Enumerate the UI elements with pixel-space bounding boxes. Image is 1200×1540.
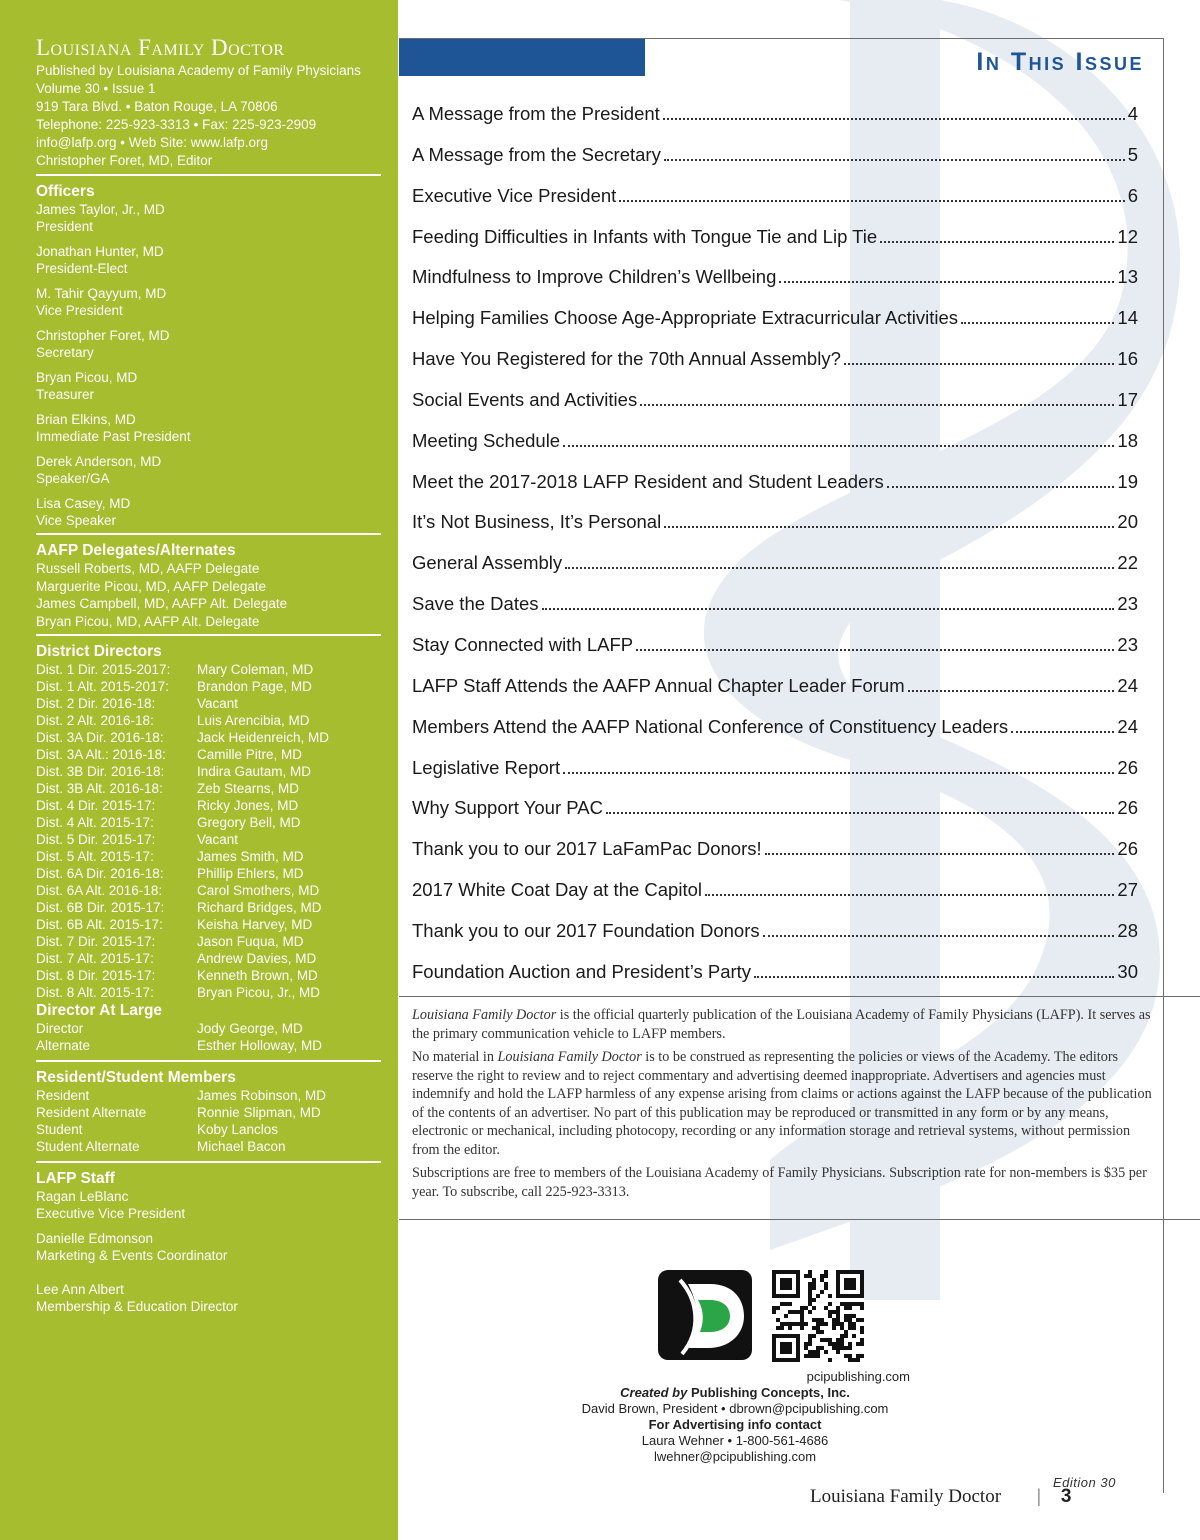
toc-entry-page: 18: [1117, 429, 1138, 451]
toc-entry-page: 12: [1117, 225, 1138, 247]
post-label: Student: [36, 1122, 83, 1137]
person-name: Gregory Bell, MD: [197, 815, 301, 830]
toc-entry-page: 26: [1117, 756, 1138, 778]
masthead-line: Christopher Foret, MD, Editor: [36, 153, 213, 168]
delegate-item: Bryan Picou, MD, AAFP Alt. Delegate: [36, 613, 260, 629]
toc-entry-page: 28: [1117, 919, 1138, 941]
officer-name: Lisa Casey, MD: [36, 496, 131, 511]
toc-dot-leader: [754, 975, 1114, 978]
divider: [36, 1161, 381, 1163]
officer-entry: [36, 201, 381, 235]
header-color-bar: [399, 38, 645, 76]
toc-dot-leader: [636, 648, 1114, 651]
pci-logo-icon: [658, 1270, 752, 1360]
person-name: Jack Heidenreich, MD: [197, 730, 330, 745]
staff-role: Executive Vice President: [36, 1206, 186, 1221]
post-label: Dist. 3B Dir. 2016-18:: [36, 764, 165, 779]
person-name: Zeb Stearns, MD: [197, 781, 300, 796]
toc-entry[interactable]: [412, 471, 1138, 512]
toc-entry[interactable]: [412, 920, 1138, 961]
toc-entry-page: 22: [1117, 552, 1138, 574]
post-label: Dist. 8 Alt. 2015-17:: [36, 985, 154, 1000]
toc-entry[interactable]: [412, 226, 1138, 267]
officer-name: Brian Elkins, MD: [36, 412, 136, 427]
divider: [36, 1060, 381, 1062]
person-name: James Smith, MD: [197, 849, 304, 864]
person-name: James Robinson, MD: [197, 1088, 327, 1103]
delegate-item: James Campbell, MD, AAFP Alt. Delegate: [36, 596, 288, 611]
toc-entry-title: Executive Vice President: [412, 184, 617, 206]
district-director-row: [36, 678, 381, 695]
district-director-row: [36, 916, 381, 933]
officer-role: Vice President: [36, 303, 123, 318]
post-label: Dist. 2 Alt. 2016-18:: [36, 713, 154, 728]
divider: [36, 174, 381, 176]
toc-dot-leader: [663, 117, 1125, 120]
officer-entry: [36, 453, 381, 487]
toc-entry-page: 30: [1117, 960, 1138, 982]
officer-entry: [36, 411, 381, 445]
toc-entry[interactable]: [412, 185, 1138, 226]
toc-entry[interactable]: [412, 797, 1138, 838]
officer-name: Jonathan Hunter, MD: [36, 244, 164, 259]
director-at-large-heading: Director At Large: [36, 1002, 163, 1019]
person-name: Richard Bridges, MD: [197, 900, 322, 915]
resident-row: [36, 1121, 381, 1138]
officer-name: M. Tahir Qayyum, MD: [36, 286, 167, 301]
post-label: Dist. 6B Dir. 2015-17:: [36, 900, 165, 915]
toc-dot-leader: [763, 934, 1115, 937]
masthead-line: info@lafp.org • Web Site: www.lafp.org: [36, 135, 269, 150]
person-name: Michael Bacon: [197, 1139, 286, 1154]
disclaimer-text: is to be construed as representing the policies or views of the Academy. The editors reserve the right to review and to reject commentary and advertising deemed inappropriate. Advertisers and agencies must indemnify and hold the LAFP harmless of any expense arising from claims or actions against the LAFP because of the publication of the contents of an advertiser. No part of this publication may be reproduced or transmitted in any form or by any means, electronic or mechanical, including photocopy, recording or any information storage and retrieval systems, without permission from the editor.: [412, 1049, 1152, 1158]
toc-entry-title: Meeting Schedule: [412, 429, 561, 451]
toc-entry-title: Save the Dates: [412, 593, 539, 615]
person-name: Esther Holloway, MD: [197, 1038, 323, 1053]
resident-student-heading: Resident/Student Members: [36, 1069, 236, 1086]
toc-entry[interactable]: [412, 675, 1138, 716]
delegates-heading: AAFP Delegates/Alternates: [36, 542, 236, 559]
header-rule: [399, 38, 1164, 39]
officer-role: Secretary: [36, 345, 94, 360]
officer-role: President-Elect: [36, 261, 128, 276]
publisher-website: pcipublishing.com: [806, 1369, 910, 1384]
toc-dot-leader: [961, 321, 1114, 324]
president-line: David Brown, President • dbrown@pcipublishing.com: [581, 1401, 889, 1416]
district-director-row: [36, 865, 381, 882]
magazine-title: Louisiana Family Doctor: [36, 35, 285, 60]
officer-role: Treasurer: [36, 387, 95, 402]
resident-row: [36, 1138, 381, 1155]
toc-entry-page: 27: [1117, 879, 1138, 901]
district-director-row: [36, 780, 381, 797]
staff-name: Danielle Edmonson: [36, 1231, 154, 1246]
officer-name: Derek Anderson, MD: [36, 454, 162, 469]
footer-title: Louisiana Family Doctor: [810, 1486, 1002, 1507]
district-director-row: [36, 729, 381, 746]
officer-entry: [36, 243, 381, 277]
toc-dot-leader: [542, 607, 1115, 610]
district-director-row: [36, 967, 381, 984]
toc-entry-page: 26: [1117, 838, 1138, 860]
post-label: Director: [36, 1021, 84, 1036]
toc-dot-leader: [779, 280, 1114, 283]
person-name: Bryan Picou, Jr., MD: [197, 985, 321, 1000]
qr-code-icon: [772, 1270, 864, 1362]
district-director-row: [36, 848, 381, 865]
person-name: Mary Coleman, MD: [197, 662, 314, 677]
person-name: Luis Arencibia, MD: [197, 713, 310, 728]
toc-entry[interactable]: [412, 879, 1138, 920]
person-name: Ricky Jones, MD: [197, 798, 299, 813]
masthead-line: Published by Louisiana Academy of Family Physicians: [36, 63, 361, 78]
toc-entry-page: 17: [1117, 388, 1138, 410]
toc-entry[interactable]: [412, 307, 1138, 348]
person-name: Jody George, MD: [197, 1021, 303, 1036]
publisher-info: [560, 1369, 910, 1465]
toc-entry-page: 16: [1117, 348, 1138, 370]
toc-entry-title: Thank you to our 2017 LaFamPac Donors!: [412, 838, 762, 860]
person-name: Keisha Harvey, MD: [197, 917, 313, 932]
toc-entry[interactable]: [412, 389, 1138, 430]
created-by-line: [560, 1385, 910, 1401]
toc-entry-page: 20: [1117, 511, 1138, 533]
district-director-row: [36, 882, 381, 899]
toc-entry-page: 4: [1127, 103, 1138, 124]
publication-disclaimer: [412, 1006, 1152, 1206]
toc-dot-leader: [844, 362, 1115, 365]
footer-separator: |: [1037, 1486, 1041, 1507]
officer-name: Christopher Foret, MD: [36, 328, 170, 343]
person-name: Jason Fuqua, MD: [197, 934, 304, 949]
page-footer: [810, 1486, 1071, 1508]
toc-entry-page: 13: [1117, 266, 1138, 288]
officer-name: James Taylor, Jr., MD: [36, 202, 165, 217]
staff-entry: [36, 1230, 381, 1264]
staff-heading: LAFP Staff: [36, 1170, 115, 1187]
toc-entry[interactable]: [412, 348, 1138, 389]
toc-dot-leader: [887, 485, 1115, 488]
person-name: Kenneth Brown, MD: [197, 968, 318, 983]
toc-dot-leader: [908, 689, 1115, 692]
officer-role: Immediate Past President: [36, 429, 191, 444]
sidebar: [0, 0, 398, 1540]
toc-dot-leader: [619, 199, 1124, 202]
disclaimer-paragraph: [412, 1006, 1152, 1043]
toc-entry[interactable]: [412, 716, 1138, 757]
officer-role: President: [36, 219, 94, 234]
staff-name: Lee Ann Albert: [36, 1282, 124, 1297]
resident-row: [36, 1087, 381, 1104]
person-name: Vacant: [197, 696, 239, 711]
publication-name: Louisiana Family Doctor: [412, 1007, 557, 1023]
post-label: Dist. 6B Alt. 2015-17:: [36, 917, 163, 932]
person-name: Indira Gautam, MD: [197, 764, 312, 779]
toc-entry[interactable]: [412, 552, 1138, 593]
toc-entry[interactable]: [412, 593, 1138, 634]
toc-entry[interactable]: [412, 634, 1138, 675]
district-director-row: [36, 695, 381, 712]
toc-entry-title: Stay Connected with LAFP: [412, 633, 634, 655]
officer-entry: [36, 285, 381, 319]
toc-entry-title: Have You Registered for the 70th Annual Assembly?: [412, 348, 841, 370]
toc-entry-title: Legislative Report: [412, 756, 561, 778]
toc-entry-title: Meet the 2017-2018 LAFP Resident and Student Leaders: [412, 470, 884, 492]
district-director-row: [36, 831, 381, 848]
page-number: 3: [1060, 1486, 1072, 1507]
post-label: Resident Alternate: [36, 1105, 147, 1120]
person-name: Brandon Page, MD: [197, 679, 312, 694]
disclaimer-text: is the official quarterly publication of the Louisiana Academy of Family Physicians (LAFP). It serves as the primary communication vehicle to LAFP members.: [412, 1007, 1151, 1042]
divider: [399, 1219, 1200, 1220]
toc-entry-title: Helping Families Choose Age-Appropriate Extracurricular Activities: [412, 307, 958, 329]
post-label: Dist. 6A Alt. 2016-18:: [36, 883, 163, 898]
toc-dot-leader: [606, 811, 1114, 814]
officer-role: Speaker/GA: [36, 471, 110, 486]
toc-entry[interactable]: [412, 838, 1138, 879]
district-director-row: [36, 712, 381, 729]
toc-dot-leader: [563, 444, 1114, 447]
post-label: Resident: [36, 1088, 90, 1103]
toc-entry-page: 23: [1117, 593, 1138, 615]
toc-entry-title: Mindfulness to Improve Children’s Wellbeing: [412, 266, 777, 288]
toc-dot-leader: [640, 403, 1114, 406]
post-label: Alternate: [36, 1038, 91, 1053]
delegate-item: Marguerite Picou, MD, AAFP Delegate: [36, 578, 267, 594]
divider: [399, 996, 1200, 997]
post-label: Dist. 3A Alt.: 2016-18:: [36, 747, 166, 762]
post-label: Dist. 7 Dir. 2015-17:: [36, 934, 156, 949]
post-label: Dist. 2 Dir. 2016-18:: [36, 696, 156, 711]
person-name: Ronnie Slipman, MD: [197, 1105, 321, 1120]
toc-dot-leader: [565, 566, 1114, 569]
toc-dot-leader: [880, 240, 1114, 243]
post-label: Dist. 4 Alt. 2015-17:: [36, 815, 154, 830]
toc-dot-leader: [664, 158, 1125, 161]
toc-entry-title: Thank you to our 2017 Foundation Donors: [412, 919, 760, 941]
toc-entry-title: Why Support Your PAC: [412, 797, 603, 819]
toc-entry[interactable]: [412, 430, 1138, 471]
delegate-item: Russell Roberts, MD, AAFP Delegate: [36, 561, 260, 576]
officer-name: Bryan Picou, MD: [36, 370, 138, 385]
masthead-line: Volume 30 • Issue 1: [36, 81, 156, 96]
officer-entry: [36, 369, 381, 403]
resident-row: [36, 1104, 381, 1121]
toc-entry-page: 24: [1117, 715, 1138, 737]
district-director-row: [36, 984, 381, 1001]
district-director-row: [36, 933, 381, 950]
toc-entry-page: 23: [1117, 633, 1138, 655]
in-this-issue-heading: In This Issue: [976, 48, 1144, 76]
toc-entry-page: 24: [1117, 674, 1138, 696]
toc-entry-title: A Message from the Secretary: [412, 143, 661, 165]
officer-entry: [36, 327, 381, 361]
district-director-row: [36, 797, 381, 814]
staff-entry: [36, 1281, 381, 1315]
officers-heading: Officers: [36, 183, 95, 200]
toc-entry[interactable]: [412, 103, 1138, 144]
post-label: Dist. 3A Dir. 2016-18:: [36, 730, 164, 745]
directors-list: [36, 661, 381, 1001]
person-name: Phillip Ehlers, MD: [197, 866, 304, 881]
masthead-line: 919 Tara Blvd. • Baton Rouge, LA 70806: [36, 99, 278, 114]
toc-dot-leader: [563, 771, 1114, 774]
person-name: Andrew Davies, MD: [197, 951, 317, 966]
person-name: Vacant: [197, 832, 239, 847]
toc-entry-title: Members Attend the AAFP National Conference of Constituency Leaders: [412, 715, 1009, 737]
toc-entry-page: 19: [1117, 470, 1138, 492]
toc-entry[interactable]: [412, 144, 1138, 185]
toc-entry-page: 5: [1127, 143, 1138, 165]
created-by-label: Created by: [620, 1385, 688, 1400]
post-label: Dist. 8 Dir. 2015-17:: [36, 968, 156, 983]
toc-entry-page: 26: [1117, 797, 1138, 819]
officer-role: Vice Speaker: [36, 513, 117, 528]
post-label: Student Alternate: [36, 1139, 140, 1154]
toc-entry-title: LAFP Staff Attends the AAFP Annual Chapter Leader Forum: [412, 674, 905, 696]
table-of-contents: [412, 103, 1138, 1002]
edition-label: Edition 30: [1053, 1475, 1116, 1490]
masthead-line: Telephone: 225-923-3313 • Fax: 225-923-2909: [36, 117, 317, 132]
toc-entry[interactable]: [412, 757, 1138, 798]
publisher-company: Publishing Concepts, Inc.: [687, 1385, 850, 1400]
disclaimer-paragraph: [412, 1048, 1152, 1159]
officer-entry: [36, 495, 381, 529]
toc-entry[interactable]: [412, 511, 1138, 552]
toc-entry-page: 6: [1127, 184, 1138, 206]
toc-dot-leader: [705, 893, 1114, 896]
post-label: Dist. 5 Alt. 2015-17:: [36, 849, 154, 864]
divider: [36, 634, 381, 636]
staff-role: Marketing & Events Coordinator: [36, 1248, 228, 1263]
toc-entry-title: A Message from the President: [412, 103, 660, 124]
toc-entry-title: Foundation Auction and President’s Party: [412, 960, 752, 982]
district-director-row: [36, 661, 381, 678]
district-director-row: [36, 899, 381, 916]
toc-entry-title: General Assembly: [412, 552, 563, 574]
person-name: Camille Pitre, MD: [197, 747, 303, 762]
toc-entry-title: Feeding Difficulties in Infants with Tongue Tie and Lip Tie: [412, 225, 878, 247]
post-label: Dist. 1 Dir. 2015-2017:: [36, 662, 171, 677]
staff-role: Membership & Education Director: [36, 1299, 238, 1314]
director-at-large-row: [36, 1037, 381, 1054]
toc-dot-leader: [1011, 730, 1114, 733]
column-rule: [1163, 38, 1164, 1493]
staff-entry: [36, 1188, 381, 1222]
subscription-paragraph: Subscriptions are free to members of the Louisiana Academy of Family Physicians. Subscription rate for non-members is $35 per year. To subscribe, call 225-923-3313.: [412, 1165, 1147, 1200]
post-label: Dist. 6A Dir. 2016-18:: [36, 866, 164, 881]
staff-name: Ragan LeBlanc: [36, 1189, 129, 1204]
toc-dot-leader: [664, 525, 1114, 528]
toc-entry-page: 14: [1117, 307, 1138, 329]
toc-entry-title: It’s Not Business, It’s Personal: [412, 511, 662, 533]
directors-heading: District Directors: [36, 643, 162, 660]
contact-line: Laura Wehner • 1-800-561-4686: [641, 1433, 829, 1448]
district-director-row: [36, 814, 381, 831]
post-label: Dist. 5 Dir. 2015-17:: [36, 832, 156, 847]
director-at-large-row: [36, 1020, 381, 1037]
publication-name: Louisiana Family Doctor: [497, 1049, 642, 1065]
district-director-row: [36, 746, 381, 763]
post-label: Dist. 4 Dir. 2015-17:: [36, 798, 156, 813]
toc-dot-leader: [765, 852, 1115, 855]
advertising-heading: For Advertising info contact: [648, 1417, 822, 1432]
person-name: Koby Lanclos: [197, 1122, 279, 1137]
district-director-row: [36, 763, 381, 780]
disclaimer-text: No material in: [412, 1049, 498, 1065]
toc-entry-title: Social Events and Activities: [412, 388, 638, 410]
post-label: Dist. 1 Alt. 2015-2017:: [36, 679, 169, 694]
person-name: Carol Smothers, MD: [197, 883, 320, 898]
post-label: Dist. 3B Alt. 2016-18:: [36, 781, 163, 796]
contact-email: lwehner@pcipublishing.com: [653, 1449, 817, 1464]
toc-entry[interactable]: [412, 266, 1138, 307]
toc-entry-title: 2017 White Coat Day at the Capitol: [412, 879, 702, 901]
post-label: Dist. 7 Alt. 2015-17:: [36, 951, 154, 966]
district-director-row: [36, 950, 381, 967]
divider: [36, 533, 381, 535]
